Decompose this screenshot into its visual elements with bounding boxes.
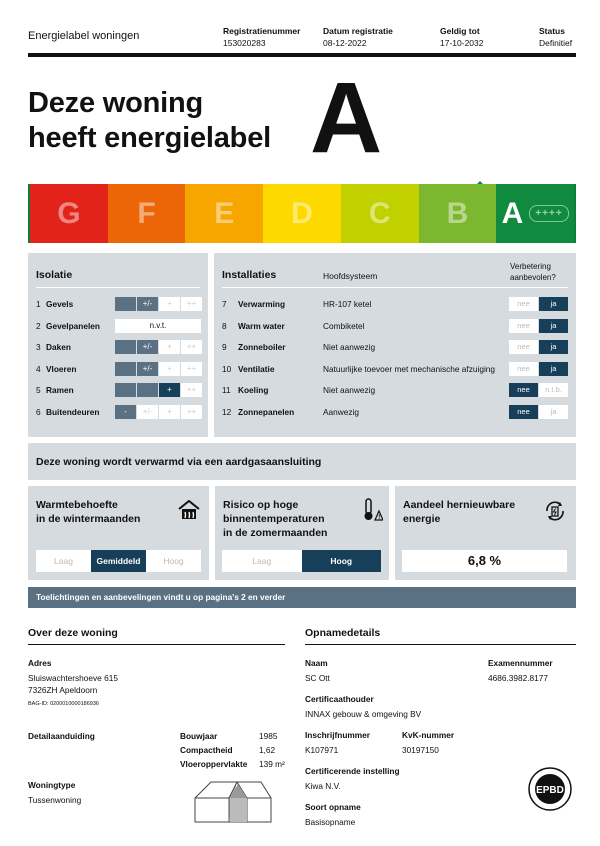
- renewable-battery-icon: [543, 499, 567, 523]
- installatie-row: [222, 340, 572, 354]
- energy-class-e: [185, 184, 263, 243]
- naam-value: SC Ott: [305, 673, 330, 683]
- opname-title: Opnamedetails: [305, 627, 381, 639]
- row-system: Niet aanwezig: [323, 342, 376, 352]
- row-label: Gevelpanelen: [46, 320, 100, 331]
- recommendation-option: nee: [509, 362, 538, 376]
- vloeroppervlakte-value: 139 m²: [259, 759, 285, 769]
- rating-box: [115, 340, 136, 354]
- rating-box: ++: [181, 340, 202, 354]
- bag-id: BAG-ID: 0200010000186936: [28, 701, 99, 707]
- registration-number: Registratienummer 153020283: [223, 26, 301, 48]
- house-heat-icon: [178, 500, 200, 520]
- recommendation-option: ja: [539, 405, 568, 419]
- woningtype-label: Woningtype: [28, 780, 76, 790]
- detailaanduiding-label: Detailaanduiding: [28, 731, 95, 741]
- recommendation-option: n.t.b.: [539, 383, 568, 397]
- row-number: 12: [222, 406, 232, 417]
- energy-class-letter: A: [501, 196, 524, 230]
- row-system: Natuurlijke toevoer met mechanische afzuiging: [323, 363, 496, 374]
- row-label: Daken: [46, 342, 71, 352]
- kvk-label: KvK-nummer: [402, 730, 455, 740]
- svg-text:EPBD: EPBD: [536, 785, 564, 796]
- energy-class-letter: E: [214, 196, 235, 230]
- row-label: Zonneboiler: [238, 342, 286, 352]
- bouwjaar-value: 1985: [259, 731, 278, 741]
- rating-box: +/-: [137, 340, 158, 354]
- divider: [305, 644, 576, 645]
- heating-banner: Deze woning wordt verwarmd via een aardgasaansluiting: [28, 443, 576, 480]
- hernieuwbaar-panel: [395, 486, 576, 580]
- recommendation-option: nee: [509, 297, 538, 311]
- energy-class-scale: [28, 184, 576, 243]
- energy-class-c: [341, 184, 419, 243]
- recommendation-option: ja: [539, 362, 568, 376]
- examennummer-label: Examennummer: [488, 658, 553, 668]
- warmtebehoefte-scale: [36, 550, 201, 572]
- rating-box: ++: [181, 362, 202, 376]
- row-label: Ventilatie: [238, 363, 275, 374]
- row-number: 9: [222, 342, 227, 352]
- row-label: Koeling: [238, 385, 269, 395]
- hoofdsysteem-header: Hoofdsysteem: [323, 271, 378, 281]
- recommendation-option: nee: [509, 340, 538, 354]
- energy-class-letter: G: [57, 196, 81, 230]
- rating-box: +: [159, 405, 180, 419]
- energy-label-letter: A: [310, 62, 383, 174]
- compactheid-value: 1,62: [259, 745, 276, 755]
- row-system: Aanwezig: [323, 406, 359, 417]
- rating-box: +: [159, 383, 180, 397]
- rating-box: [137, 383, 158, 397]
- rating-box: ++: [181, 405, 202, 419]
- recommendation-option: ja: [539, 297, 568, 311]
- compactheid-label: Compactheid: [180, 745, 233, 755]
- inschrijfnummer-label: Inschrijfnummer: [305, 730, 371, 740]
- naam-label: Naam: [305, 658, 328, 668]
- row-number: 5: [36, 385, 41, 395]
- energy-class-d: [263, 184, 341, 243]
- isolatie-row: [36, 319, 206, 333]
- energy-class-letter: B: [446, 196, 469, 230]
- row-label: Zonnepanelen: [238, 406, 295, 417]
- row-label: Gevels: [46, 299, 74, 309]
- registration-date: Datum registratie 08-12-2022: [323, 26, 393, 48]
- rating-box: +: [159, 340, 180, 354]
- warmtebehoefte-title: Warmtebehoefte in de wintermaanden: [36, 499, 141, 525]
- adres-street: Sluiswachtershoeve 615: [28, 673, 118, 683]
- divider: [222, 287, 568, 288]
- inschrijfnummer-value: K107971: [305, 745, 339, 755]
- rating-box: +: [159, 297, 180, 311]
- terraced-house-icon: [193, 776, 273, 824]
- recommendation-option: nee: [509, 319, 538, 333]
- over-woning-title: Over deze woning: [28, 627, 118, 639]
- row-system: Combiketel: [323, 320, 365, 331]
- scale-option: Hoog: [302, 550, 382, 572]
- info-bar: Toelichtingen en aanbevelingen vindt u op pagina's 2 en verder: [28, 587, 576, 608]
- row-label: Verwarming: [238, 299, 286, 309]
- scale-option: Laag: [252, 556, 272, 566]
- adres-label: Adres: [28, 658, 52, 668]
- scale-option: Gemiddeld: [91, 550, 146, 572]
- row-label: Warm water: [238, 320, 285, 331]
- energy-class-letter: C: [368, 196, 391, 230]
- row-number: 1: [36, 299, 41, 309]
- examennummer-value: 4686.3982.8177: [488, 673, 548, 683]
- energy-class-f: [108, 184, 186, 243]
- status: Status Definitief: [539, 26, 573, 48]
- hernieuwbaar-value: 6,8 %: [402, 550, 567, 572]
- rating-box: [115, 383, 136, 397]
- isolatie-row: [36, 362, 206, 376]
- row-number: 6: [36, 406, 41, 417]
- installaties-panel: [214, 253, 576, 437]
- row-number: 3: [36, 342, 41, 352]
- energy-class-letter: D: [291, 196, 313, 230]
- installatie-row: [222, 297, 572, 311]
- adres-city: 7326ZH Apeldoorn: [28, 685, 98, 695]
- rating-box: ++: [181, 297, 202, 311]
- thermometer-warning-icon: [363, 498, 383, 522]
- soort-opname-value: Basisopname: [305, 817, 356, 827]
- divider: [28, 644, 285, 645]
- installaties-title: Installaties: [222, 269, 277, 281]
- installatie-row: [222, 383, 572, 397]
- valid-until: Geldig tot 17-10-2032: [440, 26, 484, 48]
- svg-text:!: !: [378, 515, 381, 521]
- row-system: Niet aanwezig: [323, 385, 376, 395]
- rating-box: [115, 362, 136, 376]
- scale-option: Laag: [54, 556, 73, 566]
- row-label: Buitendeuren: [46, 406, 100, 417]
- soort-opname-label: Soort opname: [305, 802, 361, 812]
- row-label: Ramen: [46, 385, 74, 395]
- kvk-value: 30197150: [402, 745, 439, 755]
- rating-box: [115, 297, 136, 311]
- energy-class-suffix: ++++: [529, 205, 568, 222]
- energy-class-letter: F: [137, 196, 156, 230]
- energy-class-a: [496, 184, 574, 243]
- row-number: 11: [222, 385, 231, 395]
- isolatie-row: [36, 297, 206, 311]
- row-number: 4: [36, 363, 41, 374]
- hernieuwbaar-title: Aandeel hernieuwbare energie: [403, 499, 516, 525]
- rating-box: ++: [181, 383, 202, 397]
- divider: [36, 287, 200, 288]
- isolatie-row: [36, 340, 206, 354]
- row-number: 7: [222, 299, 227, 309]
- verbetering-header: Verbetering aanbevolen?: [510, 262, 556, 282]
- installatie-row: [222, 405, 572, 419]
- risico-title: Risico op hoge binnentemperaturen in de zomermaanden: [223, 499, 328, 539]
- vloeroppervlakte-label: Vloeroppervlakte: [180, 759, 248, 769]
- rating-box: +/-: [137, 297, 158, 311]
- risico-panel: [215, 486, 389, 580]
- rating-box: -: [115, 405, 136, 419]
- rating-box: +: [159, 362, 180, 376]
- row-number: 2: [36, 320, 41, 331]
- epbd-logo: [527, 766, 573, 812]
- warmtebehoefte-panel: [28, 486, 209, 580]
- isolatie-title: Isolatie: [36, 269, 73, 281]
- headline: Deze woning heeft energielabel: [28, 87, 271, 154]
- row-system: HR-107 ketel: [323, 299, 372, 309]
- risico-scale: [222, 550, 381, 572]
- certificaathouder-label: Certificaathouder: [305, 694, 374, 704]
- header-divider: [28, 53, 576, 57]
- isolatie-row: [36, 405, 206, 419]
- energy-class-b: [419, 184, 497, 243]
- row-number: 10: [222, 363, 232, 374]
- certificerende-instelling-value: Kiwa N.V.: [305, 781, 341, 791]
- woningtype-value: Tussenwoning: [28, 795, 82, 805]
- scale-option: Hoog: [163, 556, 184, 566]
- recommendation-option: ja: [539, 340, 568, 354]
- rating-box: +/-: [137, 405, 158, 419]
- installatie-row: [222, 362, 572, 376]
- certificerende-instelling-label: Certificerende instelling: [305, 766, 400, 776]
- row-value: n.v.t.: [115, 319, 201, 333]
- document-title: Energielabel woningen: [28, 30, 140, 42]
- recommendation-option: nee: [509, 405, 538, 419]
- isolatie-panel: [28, 253, 208, 437]
- certificaathouder-value: INNAX gebouw & omgeving BV: [305, 709, 422, 719]
- recommendation-option: ja: [539, 319, 568, 333]
- rating-box: +/-: [137, 362, 158, 376]
- bouwjaar-label: Bouwjaar: [180, 731, 218, 741]
- row-label: Vloeren: [46, 363, 77, 374]
- row-number: 8: [222, 320, 227, 331]
- recommendation-option: nee: [509, 383, 538, 397]
- installatie-row: [222, 319, 572, 333]
- energy-class-g: [30, 184, 108, 243]
- isolatie-row: [36, 383, 206, 397]
